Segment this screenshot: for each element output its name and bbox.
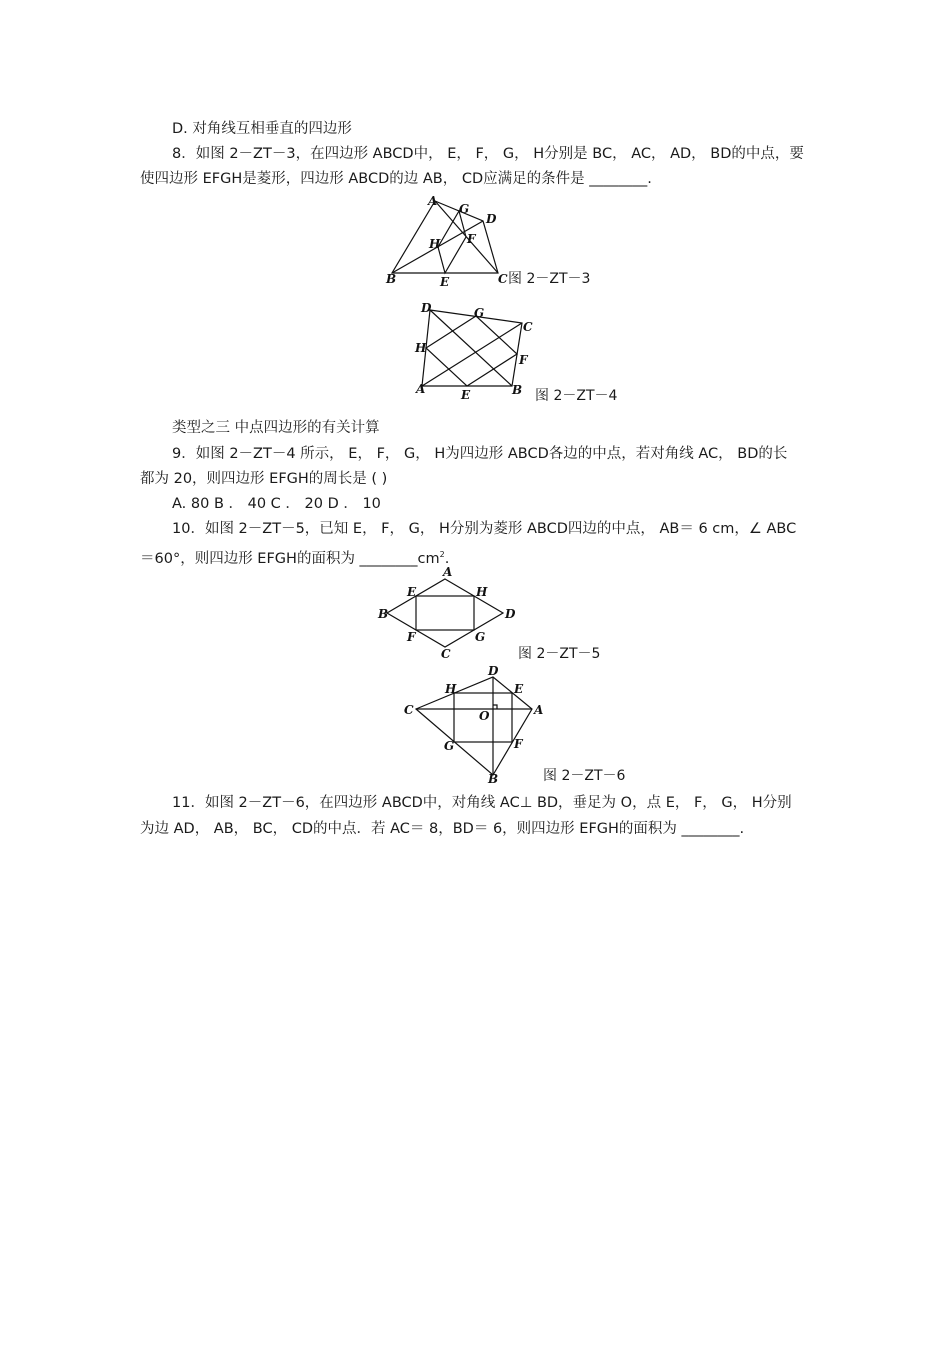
fig5-label-a: A xyxy=(443,565,453,579)
fig6-label-b: B xyxy=(488,772,499,785)
fig5-label-g: G xyxy=(475,630,486,644)
question-10-line-2-text: ＝60°，则四边形 EFGH的面积为 ________cm xyxy=(140,550,440,567)
figure-2-zt-3 xyxy=(380,193,510,293)
fig3-label-h: H xyxy=(429,237,441,251)
fig3-label-f: F xyxy=(467,232,476,246)
fig4-label-e: E xyxy=(461,388,471,402)
figure-2-zt-5-diagram xyxy=(375,565,525,665)
figure-2-zt-5-caption: 图 2－ZT－5 xyxy=(518,646,601,662)
figure-2-zt-3-caption: 图 2－ZT－3 xyxy=(508,271,591,287)
fig4-label-a: A xyxy=(416,382,426,396)
fig5-label-d: D xyxy=(505,607,516,621)
option-d: D. 对角线互相垂直的四边形 xyxy=(172,121,352,137)
fig5-label-h: H xyxy=(476,585,488,599)
fig3-label-c: C xyxy=(498,272,508,286)
fig4-label-g: G xyxy=(474,306,485,320)
fig6-label-o: O xyxy=(479,709,490,723)
figure-2-zt-3-diagram xyxy=(380,193,510,293)
figure-2-zt-5 xyxy=(375,565,525,665)
fig4-label-f: F xyxy=(519,353,528,367)
fig3-label-d: D xyxy=(486,212,497,226)
fig6-label-g: G xyxy=(444,739,455,753)
square-superscript: 2 xyxy=(439,550,445,559)
question-8-line-2: 使四边形 EFGH是菱形，四边形 ABCD的边 AB， CD应满足的条件是 ________. xyxy=(140,171,652,187)
fig4-label-h: H xyxy=(415,341,427,355)
question-11-line-1: 11．如图 2－ZT－6，在四边形 ABCD中，对角线 AC⊥ BD，垂足为 O，点 E， F， G， H分别 xyxy=(172,795,792,811)
fig6-label-f: F xyxy=(514,737,523,751)
question-11-line-2: 为边 AD， AB， BC， CD的中点．若 AC＝ 8，BD＝ 6，则四边形 EFGH的面积为 ________. xyxy=(140,821,745,837)
question-9-line-2: 都为 20，则四边形 EFGH的周长是 ( ) xyxy=(140,471,388,487)
question-9-line-1: 9．如图 2－ZT－4 所示， E， F， G， H为四边形 ABCD各边的中点，若对角线 AC， BD的长 xyxy=(172,446,788,462)
figure-2-zt-6 xyxy=(398,665,553,785)
fig3-label-e: E xyxy=(440,275,450,289)
question-8-line-1: 8．如图 2－ZT－3，在四边形 ABCD中， E， F， G， H分别是 BC， AC， AD， BD的中点，要 xyxy=(172,146,804,162)
fig6-label-a: A xyxy=(534,703,544,717)
fig5-label-c: C xyxy=(441,647,451,661)
fig6-label-e: E xyxy=(514,682,524,696)
fig4-label-b: B xyxy=(512,383,523,397)
fig4-label-c: C xyxy=(523,320,533,334)
fig5-label-f: F xyxy=(407,630,416,644)
question-9-options: A. 80 B ． 40 C ． 20 D ． 10 xyxy=(172,496,381,512)
figure-2-zt-4-caption: 图 2－ZT－4 xyxy=(535,388,618,404)
fig4-label-d: D xyxy=(421,301,432,315)
fig5-label-b: B xyxy=(378,607,389,621)
fig6-label-d: D xyxy=(488,665,499,678)
figure-2-zt-6-caption: 图 2－ZT－6 xyxy=(543,768,626,784)
fig6-label-c: C xyxy=(404,703,414,717)
fig3-label-a: A xyxy=(428,194,438,208)
figure-2-zt-4-diagram xyxy=(410,298,540,403)
fig5-label-e: E xyxy=(407,585,417,599)
section-heading-type-3: 类型之三 中点四边形的有关计算 xyxy=(172,420,380,436)
fig3-label-b: B xyxy=(386,272,397,286)
figure-2-zt-4 xyxy=(410,298,540,403)
figure-2-zt-6-diagram xyxy=(398,665,553,785)
fig6-label-h: H xyxy=(445,682,457,696)
question-10-line-1: 10．如图 2－ZT－5，已知 E， F， G， H分别为菱形 ABCD四边的中点， AB＝ 6 cm，∠ ABC xyxy=(172,521,797,537)
fig3-label-g: G xyxy=(459,202,470,216)
question-10-period: . xyxy=(444,550,450,567)
